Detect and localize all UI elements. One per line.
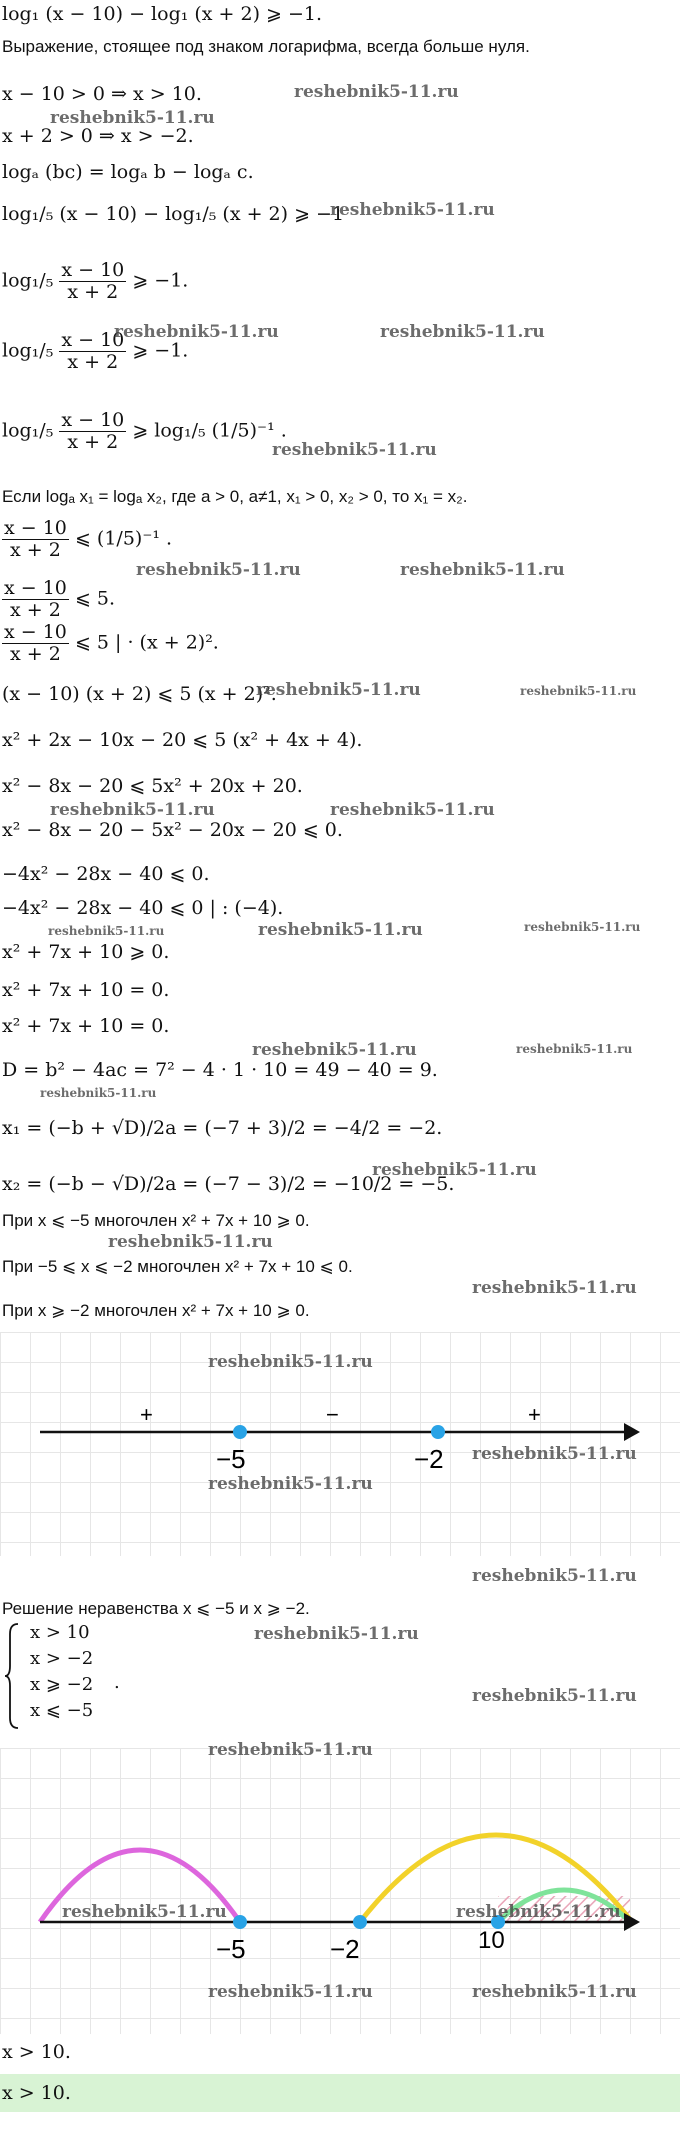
discriminant-line: D = b² − 4ac = 7² − 4 · 1 · 10 = 49 − 40 = 9. xyxy=(2,1059,438,1081)
domain-condition-1: x − 10 > 0 ⇒ x > 10. xyxy=(2,83,202,105)
watermark: reshebnik5-11.ru xyxy=(208,1474,373,1494)
step-line-20: x² + 7x + 10 ⩾ 0. xyxy=(2,941,170,963)
watermark: reshebnik5-11.ru xyxy=(50,108,215,128)
watermark: reshebnik5-11.ru xyxy=(208,1352,373,1372)
watermark: reshebnik5-11.ru xyxy=(136,560,301,580)
watermark: reshebnik5-11.ru xyxy=(254,1624,419,1644)
answer-box xyxy=(0,2074,680,2112)
watermark: reshebnik5-11.ru xyxy=(472,1278,637,1298)
watermark: reshebnik5-11.ru xyxy=(294,82,459,102)
point-minus-5 xyxy=(233,1425,247,1439)
watermark: reshebnik5-11.ru xyxy=(252,1040,417,1060)
system-item-2: x > −2 xyxy=(30,1648,94,1669)
answer-text: x > 10. xyxy=(2,2082,71,2104)
watermark: reshebnik5-11.ru xyxy=(516,1042,633,1056)
watermark: reshebnik5-11.ru xyxy=(330,800,495,820)
watermark: reshebnik5-11.ru xyxy=(330,200,495,220)
watermark: reshebnik5-11.ru xyxy=(520,684,637,698)
watermark: reshebnik5-11.ru xyxy=(472,1982,637,2002)
watermark: reshebnik5-11.ru xyxy=(472,1444,637,1464)
axis-arrow-icon-2 xyxy=(624,1913,640,1931)
sign-interval-1: При x ⩽ −5 многочлен x² + 7x + 10 ⩾ 0. xyxy=(2,1211,310,1230)
label-minus-2: −2 xyxy=(414,1444,444,1474)
watermark: reshebnik5-11.ru xyxy=(472,1686,637,1706)
watermark: reshebnik5-11.ru xyxy=(48,924,165,938)
step-line-9: log₁/₅ $\frac{x - 10}{x + 2}$ ⩾ log₁/₅ (1/5)⁻¹ . xyxy=(2,409,287,453)
watermark: reshebnik5-11.ru xyxy=(208,1982,373,2002)
watermark: reshebnik5-11.ru xyxy=(50,800,215,820)
root-x1-line: x₁ = (−b + √D)/2a = (−7 + 3)/2 = −4/2 = −2. xyxy=(2,1117,443,1139)
root-x2-line: x₂ = (−b − √D)/2a = (−7 − 3)/2 = −10/2 = −5. xyxy=(2,1173,455,1195)
step-line-15: x² + 2x − 10x − 20 ⩽ 5 (x² + 4x + 4). xyxy=(2,729,363,751)
solution-note: Решение неравенства x ⩽ −5 и x ⩾ −2. xyxy=(2,1599,310,1618)
watermark: reshebnik5-11.ru xyxy=(272,440,437,460)
system-item-3: x ⩾ −2 xyxy=(30,1674,94,1695)
watermark: reshebnik5-11.ru xyxy=(208,1740,373,1760)
step-line-14: (x − 10) (x + 2) ⩽ 5 (x + 2)². xyxy=(2,683,277,705)
step-line-18: −4x² − 28x − 40 ⩽ 0. xyxy=(2,863,210,885)
watermark: reshebnik5-11.ru xyxy=(40,1086,157,1100)
axis-arrow-icon xyxy=(624,1423,640,1441)
system-item-4: x ⩽ −5 xyxy=(30,1700,94,1721)
watermark: reshebnik5-11.ru xyxy=(108,1232,273,1252)
sign-interval-2: При −5 ⩽ x ⩽ −2 многочлен x² + 7x + 10 ⩽ 0. xyxy=(2,1257,353,1276)
watermark: reshebnik5-11.ru xyxy=(258,920,423,940)
step-line-22: x² + 7x + 10 = 0. xyxy=(2,1015,170,1037)
watermark: reshebnik5-11.ru xyxy=(524,920,641,934)
watermark: reshebnik5-11.ru xyxy=(256,680,421,700)
point-minus-2 xyxy=(431,1425,445,1439)
point-minus-2-b xyxy=(353,1915,367,1929)
brace-icon xyxy=(4,1622,24,1730)
system-of-inequalities: x > 10 x > −2 x ⩾ −2 x ⩽ −5 . xyxy=(4,1622,164,1732)
inequality-line: log₁ (x − 10) − log₁ (x + 2) ⩾ −1. xyxy=(2,3,323,25)
watermark: reshebnik5-11.ru xyxy=(62,1902,227,1922)
step-line-7: log₁/₅ $\frac{x - 10}{x + 2}$ ⩾ −1. xyxy=(2,259,189,303)
answer-line: x > 10. xyxy=(2,2041,71,2063)
step-line-12: $\frac{x - 10}{x + 2}$ ⩽ 5. xyxy=(4,577,116,621)
domain-condition-2: x + 2 > 0 ⇒ x > −2. xyxy=(2,125,194,147)
label-minus-5-b: −5 xyxy=(216,1934,246,1964)
log-property: logₐ (bc) = logₐ b − logₐ c. xyxy=(2,161,254,183)
label-10: 10 xyxy=(478,1927,505,1954)
step-line-8: log₁/₅ $\frac{x - 10}{x + 2}$ ⩾ −1. xyxy=(2,329,189,373)
step-line-13: $\frac{x - 10}{x + 2}$ ⩽ 5 | · (x + 2)². xyxy=(4,621,219,665)
log-base: log₁/₅ xyxy=(2,269,54,292)
watermark: reshebnik5-11.ru xyxy=(456,1902,621,1922)
label-minus-2-b: −2 xyxy=(330,1934,360,1964)
sign-middle: − xyxy=(326,1402,339,1427)
watermark: reshebnik5-11.ru xyxy=(400,560,565,580)
step-line-6: log₁/₅ (x − 10) − log₁/₅ (x + 2) ⩾ −1 xyxy=(2,203,345,225)
watermark: reshebnik5-11.ru xyxy=(380,322,545,342)
sign-right: + xyxy=(528,1402,541,1427)
watermark: reshebnik5-11.ru xyxy=(472,1566,637,1586)
domain-note: Выражение, стоящее под знаком логарифма, всегда больше нуля. xyxy=(2,37,530,56)
step-line-19: −4x² − 28x − 40 ⩽ 0 | : (−4). xyxy=(2,897,284,919)
sign-left: + xyxy=(140,1402,153,1427)
point-minus-5-b xyxy=(233,1915,247,1929)
system-item-1: x > 10 xyxy=(30,1622,90,1643)
label-minus-5: −5 xyxy=(216,1444,246,1474)
step-line-17: x² − 8x − 20 − 5x² − 20x − 20 ⩽ 0. xyxy=(2,819,343,841)
step-line-16: x² − 8x − 20 ⩽ 5x² + 20x + 20. xyxy=(2,775,303,797)
fraction: $\frac{x - 10}{x + 2}$ xyxy=(61,259,125,303)
step-line-21: x² + 7x + 10 = 0. xyxy=(2,979,170,1001)
step-line-11: $\frac{x - 10}{x + 2}$ ⩽ (1/5)⁻¹ . xyxy=(4,517,173,561)
log-equality-rule: Если logₐ x₁ = logₐ x₂, где a > 0, a≠1, x₁ > 0, x₂ > 0, то x₁ = x₂. xyxy=(2,487,468,506)
watermark: reshebnik5-11.ru xyxy=(372,1160,537,1180)
watermark: reshebnik5-11.ru xyxy=(114,322,279,342)
sign-interval-3: При x ⩾ −2 многочлен x² + 7x + 10 ⩾ 0. xyxy=(2,1301,310,1320)
